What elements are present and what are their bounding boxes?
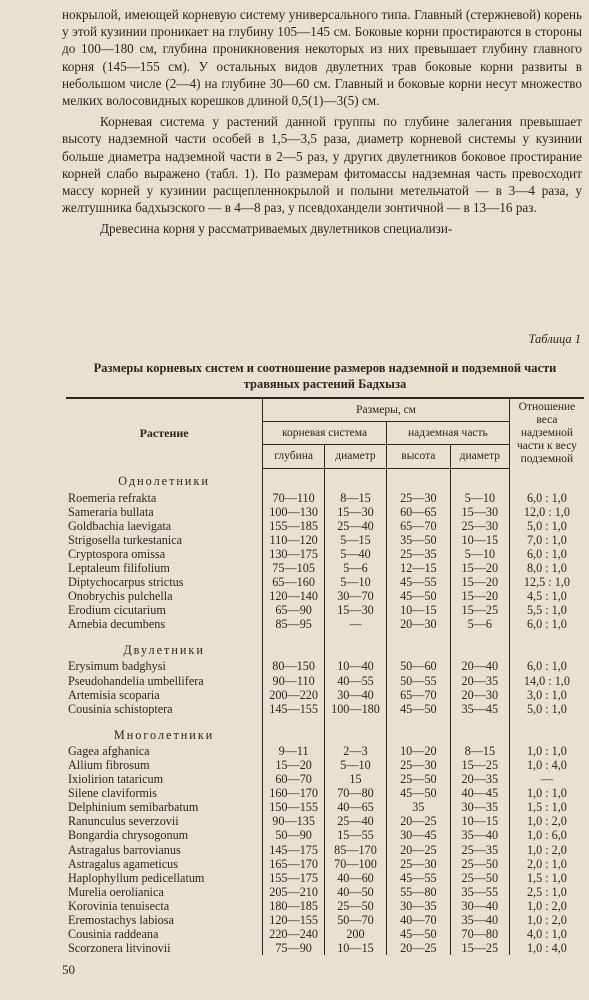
above-diameter: 15—25 <box>450 941 509 955</box>
root-diameter: 25—40 <box>325 519 387 533</box>
above-height: 45—50 <box>386 589 450 603</box>
above-height: 20—25 <box>386 941 450 955</box>
species-name: Arnebia decumbens <box>68 617 166 632</box>
root-depth: 205—210 <box>263 885 325 899</box>
above-height: 50—55 <box>386 674 450 688</box>
header-depth: глубина <box>263 445 325 468</box>
above-diameter: 15—20 <box>450 575 509 589</box>
above-height: 10—20 <box>386 744 450 758</box>
species-name: Goldbachia laevigata <box>68 518 172 533</box>
above-height: 25—30 <box>386 491 450 505</box>
root-depth: 130—175 <box>263 547 325 561</box>
root-diameter: 85—170 <box>325 842 387 856</box>
species-name: Allium fibrosum <box>68 757 150 772</box>
root-diameter: 40—55 <box>325 674 387 688</box>
root-depth: 80—150 <box>263 659 325 673</box>
weight-ratio: 1,0 : 1,0 <box>509 786 584 800</box>
root-depth: 65—160 <box>263 575 325 589</box>
above-diameter: 15—25 <box>450 758 509 772</box>
above-diameter: 20—30 <box>450 688 509 702</box>
species-name: Delphinium semibarbatum <box>68 800 199 815</box>
above-diameter: 25—35 <box>450 842 509 856</box>
species-name: Haplophyllum pedicellatum <box>68 870 205 885</box>
weight-ratio: 3,0 : 1,0 <box>509 688 584 702</box>
table-row <box>66 547 584 561</box>
above-height: 25—30 <box>386 758 450 772</box>
header-sizes: Размеры, см <box>263 398 510 422</box>
root-depth: 145—155 <box>263 702 325 716</box>
root-diameter: 30—40 <box>325 688 387 702</box>
species-name: Cousinia schistoptera <box>68 701 173 716</box>
root-depth: 9—11 <box>263 744 325 758</box>
species-name: Eremostachys labiosa <box>68 912 174 927</box>
root-depth: 120—140 <box>263 589 325 603</box>
root-depth: 85—95 <box>263 617 325 631</box>
root-diameter: 5—40 <box>325 547 387 561</box>
above-height: 25—30 <box>386 857 450 871</box>
species-name: Onobrychis pulchella <box>68 589 173 604</box>
header-height: высота <box>386 445 450 468</box>
header-root-diameter: диаметр <box>325 445 387 468</box>
root-diameter: 25—40 <box>325 814 387 828</box>
above-diameter: 20—35 <box>450 674 509 688</box>
species-name: Astragalus barrovianus <box>68 842 181 857</box>
above-diameter: 10—15 <box>450 814 509 828</box>
above-diameter: 70—80 <box>450 927 509 941</box>
species-name: Diptychocarpus strictus <box>68 575 184 590</box>
root-diameter: 10—40 <box>325 659 387 673</box>
table-row <box>66 533 584 547</box>
table-row <box>66 899 584 913</box>
root-depth: 220—240 <box>263 927 325 941</box>
above-diameter: 30—40 <box>450 899 509 913</box>
species-name: Gagea afghanica <box>68 743 150 758</box>
paragraph-1: нокрылой, имеющей корневую систему универсального типа. Главный (стержневой) корень у этой кузинии проникает на глубину 105—145 см. Боковые корни простираются в стороны до 100—180 см, глубина проникновения некоторых из них превышает глубину главного корня (145—155 см). У остальных видов двулетних трав боковые корни развиты в небольшом числе (2—4) на глубине 30—60 см. Главный и боковые корни несут множество мелких волосовидных корешков длиной 0,5(1)—3(5) см. <box>62 7 582 109</box>
weight-ratio: 8,0 : 1,0 <box>509 561 584 575</box>
weight-ratio: 5,0 : 1,0 <box>509 702 584 716</box>
root-depth: 180—185 <box>263 899 325 913</box>
weight-ratio: 1,0 : 2,0 <box>509 913 584 927</box>
root-depth: 65—90 <box>263 603 325 617</box>
root-depth: 100—130 <box>263 505 325 519</box>
weight-ratio: 1,0 : 2,0 <box>509 842 584 856</box>
root-diameter: 5—10 <box>325 575 387 589</box>
table-title: Размеры корневых систем и соотношение размеров надземной и подземной части травяных растений Бадхыза <box>93 361 557 391</box>
table-row <box>66 603 584 617</box>
above-diameter: 5—6 <box>450 617 509 631</box>
species-name: Bongardia chrysogonum <box>68 828 189 843</box>
above-height: 45—55 <box>386 871 450 885</box>
header-above-part: надземная часть <box>386 422 509 445</box>
root-depth: 90—110 <box>263 674 325 688</box>
table-row <box>66 885 584 899</box>
species-name: Silene claviformis <box>68 786 158 801</box>
table-row <box>66 758 584 772</box>
weight-ratio: 12,5 : 1,0 <box>509 575 584 589</box>
weight-ratio: 6,0 : 1,0 <box>509 617 584 631</box>
weight-ratio: 6,0 : 1,0 <box>509 547 584 561</box>
weight-ratio: 2,0 : 1,0 <box>509 857 584 871</box>
above-diameter: 40—45 <box>450 786 509 800</box>
root-diameter: 25—50 <box>325 899 387 913</box>
above-height: 12—15 <box>386 561 450 575</box>
root-diameter: 30—70 <box>325 589 387 603</box>
above-height: 40—70 <box>386 913 450 927</box>
table-row <box>66 941 584 955</box>
weight-ratio: 4,0 : 1,0 <box>509 927 584 941</box>
root-diameter: 5—6 <box>325 561 387 575</box>
above-height: 50—60 <box>386 659 450 673</box>
root-depth: 120—155 <box>263 913 325 927</box>
root-diameter: 5—15 <box>325 533 387 547</box>
root-diameter: 2—3 <box>325 744 387 758</box>
weight-ratio: 1,5 : 1,0 <box>509 800 584 814</box>
root-depth: 150—155 <box>263 800 325 814</box>
root-depth: 90—135 <box>263 814 325 828</box>
weight-ratio: 12,0 : 1,0 <box>509 505 584 519</box>
table-row <box>66 842 584 856</box>
root-depth: 15—20 <box>263 758 325 772</box>
root-depth: 50—90 <box>263 828 325 842</box>
weight-ratio: 1,0 : 4,0 <box>509 758 584 772</box>
root-diameter: 15—55 <box>325 828 387 842</box>
above-diameter: 8—15 <box>450 744 509 758</box>
above-diameter: 20—35 <box>450 772 509 786</box>
root-depth: 155—175 <box>263 871 325 885</box>
header-root-system: корневая система <box>263 422 387 445</box>
weight-ratio: 1,0 : 2,0 <box>509 899 584 913</box>
above-height: 20—25 <box>386 814 450 828</box>
weight-ratio: 1,0 : 2,0 <box>509 814 584 828</box>
above-height: 65—70 <box>386 688 450 702</box>
species-name: Ranunculus severzovii <box>68 814 179 829</box>
root-depth: 110—120 <box>263 533 325 547</box>
table-row <box>66 744 584 758</box>
table-row <box>66 871 584 885</box>
group-title: Многолетники <box>113 727 215 742</box>
above-diameter: 35—40 <box>450 828 509 842</box>
weight-ratio: 1,0 : 6,0 <box>509 828 584 842</box>
header-above-diameter: диаметр <box>450 445 509 468</box>
group-heading-row <box>66 637 584 659</box>
table-row <box>66 688 584 702</box>
root-depth: 145—175 <box>263 842 325 856</box>
body-text <box>62 6 582 242</box>
above-height: 10—15 <box>386 603 450 617</box>
group-heading-row <box>66 468 584 491</box>
above-diameter: 30—35 <box>450 800 509 814</box>
root-diameter: 5—10 <box>325 758 387 772</box>
group-title: Однолетники <box>118 474 210 489</box>
above-diameter: 25—30 <box>450 519 509 533</box>
table-row <box>66 519 584 533</box>
root-depth: 70—110 <box>263 491 325 505</box>
table-row <box>66 772 584 786</box>
table-row <box>66 659 584 673</box>
weight-ratio: 1,0 : 1,0 <box>509 744 584 758</box>
species-name: Ixiolirion tataricum <box>68 772 164 787</box>
above-height: 65—70 <box>386 519 450 533</box>
root-diameter: 15 <box>325 772 387 786</box>
weight-ratio: 5,5 : 1,0 <box>509 603 584 617</box>
root-depth: 75—105 <box>263 561 325 575</box>
above-height: 20—25 <box>386 842 450 856</box>
above-height: 45—55 <box>386 575 450 589</box>
root-diameter: 40—50 <box>325 885 387 899</box>
table-label: Таблица 1 <box>528 332 581 346</box>
paragraph-2: Корневая система у растений данной группы по глубине залегания превышает высоту надземной части особей в 1,5—3,5 раза, диаметр корневой системы у кузинии больше диаметра надземной части в 2—5 раз, у других двулетников боковое простирание корней слабо выражено (табл. 1). По размерам фитомассы надземная часть превосходит массу корней у кузинии расщепленнокрылой и полыни метельчатой — в 3—4 раза, у желтушника бадхызского — в 4—8 раз, у псевдохандели зонтичной — в 13—16 раз. <box>62 114 582 216</box>
above-diameter: 15—20 <box>450 589 509 603</box>
table-row <box>66 575 584 589</box>
above-height: 55—80 <box>386 885 450 899</box>
weight-ratio: 7,0 : 1,0 <box>509 533 584 547</box>
group-heading-row <box>66 722 584 744</box>
root-depth: 155—185 <box>263 519 325 533</box>
above-height: 45—50 <box>386 702 450 716</box>
above-diameter: 20—40 <box>450 659 509 673</box>
above-height: 20—30 <box>386 617 450 631</box>
weight-ratio: 1,0 : 4,0 <box>509 941 584 955</box>
species-name: Cousinia raddeana <box>68 927 159 942</box>
table-row <box>66 505 584 519</box>
table-row <box>66 913 584 927</box>
species-name: Roemeria refrakta <box>68 490 157 505</box>
weight-ratio: — <box>509 772 584 786</box>
weight-ratio: 2,5 : 1,0 <box>509 885 584 899</box>
above-height: 25—35 <box>386 547 450 561</box>
table-row <box>66 814 584 828</box>
above-diameter: 15—20 <box>450 561 509 575</box>
weight-ratio: 6,0 : 1,0 <box>509 491 584 505</box>
table-body <box>66 468 584 955</box>
species-name: Scorzonera litvinovii <box>68 941 171 956</box>
table-row <box>66 786 584 800</box>
species-name: Sameraria bullata <box>68 504 154 519</box>
table-row <box>66 828 584 842</box>
table-row <box>66 857 584 871</box>
group-title: Двулетники <box>123 643 205 658</box>
above-height: 25—50 <box>386 772 450 786</box>
root-size-table <box>66 397 584 955</box>
page-number: 50 <box>62 962 75 977</box>
root-diameter: 200 <box>325 927 387 941</box>
species-name: Erodium cicutarium <box>68 603 166 618</box>
above-diameter: 5—10 <box>450 491 509 505</box>
root-diameter: 70—80 <box>325 786 387 800</box>
above-height: 45—50 <box>386 786 450 800</box>
above-diameter: 35—45 <box>450 702 509 716</box>
species-name: Artemisia scoparia <box>68 687 160 702</box>
table-row <box>66 617 584 631</box>
species-name: Pseudohandelia umbellifera <box>68 673 204 688</box>
species-name: Murelia oerolianica <box>68 884 164 899</box>
root-depth: 160—170 <box>263 786 325 800</box>
table-row <box>66 561 584 575</box>
paragraph-3: Древесина корня у рассматриваемых двулетников специализи- <box>100 221 453 237</box>
root-diameter: 15—30 <box>325 505 387 519</box>
above-height: 35 <box>386 800 450 814</box>
above-height: 60—65 <box>386 505 450 519</box>
above-diameter: 25—50 <box>450 857 509 871</box>
root-diameter: 8—15 <box>325 491 387 505</box>
root-diameter: 100—180 <box>325 702 387 716</box>
weight-ratio: 4,5 : 1,0 <box>509 589 584 603</box>
above-diameter: 35—55 <box>450 885 509 899</box>
root-depth: 200—220 <box>263 688 325 702</box>
above-height: 30—45 <box>386 828 450 842</box>
above-diameter: 10—15 <box>450 533 509 547</box>
table-row <box>66 702 584 716</box>
header-plant: Растение <box>66 398 263 468</box>
root-depth: 60—70 <box>263 772 325 786</box>
header-ratio: Отношение веса надземной части к весу подземной <box>509 398 584 468</box>
table-row <box>66 589 584 603</box>
species-name: Astragalus agameticus <box>68 856 178 871</box>
root-diameter: — <box>325 617 387 631</box>
above-diameter: 15—25 <box>450 603 509 617</box>
table-row <box>66 927 584 941</box>
root-diameter: 15—30 <box>325 603 387 617</box>
above-diameter: 25—50 <box>450 871 509 885</box>
species-name: Korovinia tenuisecta <box>68 898 170 913</box>
species-name: Cryptospora omissa <box>68 546 166 561</box>
weight-ratio: 5,0 : 1,0 <box>509 519 584 533</box>
above-diameter: 35—40 <box>450 913 509 927</box>
root-diameter: 40—65 <box>325 800 387 814</box>
root-diameter: 40—60 <box>325 871 387 885</box>
weight-ratio: 6,0 : 1,0 <box>509 659 584 673</box>
above-height: 45—50 <box>386 927 450 941</box>
table-row <box>66 491 584 505</box>
root-depth: 165—170 <box>263 857 325 871</box>
root-diameter: 50—70 <box>325 913 387 927</box>
table-row <box>66 800 584 814</box>
root-diameter: 70—100 <box>325 857 387 871</box>
root-depth: 75—90 <box>263 941 325 955</box>
above-height: 30—35 <box>386 899 450 913</box>
weight-ratio: 1,5 : 1,0 <box>509 871 584 885</box>
species-name: Strigosella turkestanica <box>68 532 183 547</box>
species-name: Leptaleum filifolium <box>68 561 170 576</box>
species-name: Erysimum badghysi <box>68 659 166 674</box>
table-row <box>66 674 584 688</box>
root-diameter: 10—15 <box>325 941 387 955</box>
above-diameter: 5—10 <box>450 547 509 561</box>
weight-ratio: 14,0 : 1,0 <box>509 674 584 688</box>
above-diameter: 15—30 <box>450 505 509 519</box>
above-height: 35—50 <box>386 533 450 547</box>
